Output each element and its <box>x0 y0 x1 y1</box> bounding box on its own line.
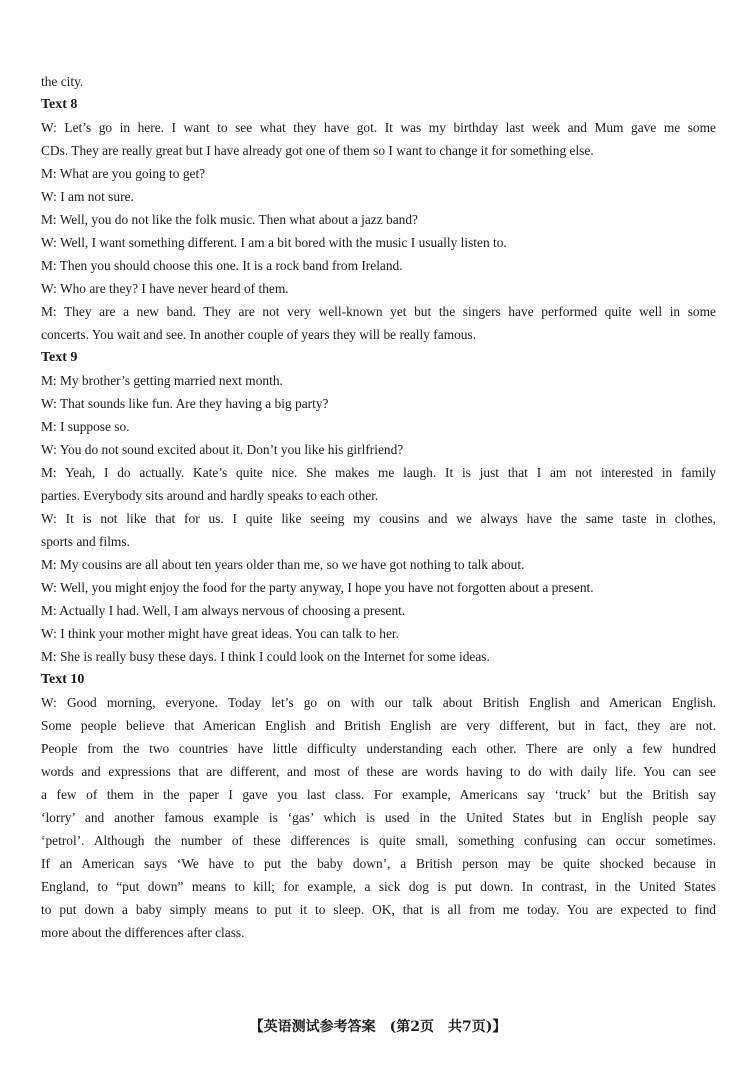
text-line: M: I suppose so. <box>41 419 130 434</box>
text-line: a few of them in the paper I gave you last class. For example, Americans say ‘truck’ but the British say <box>41 787 716 802</box>
text-line: W: It is not like that for us. I quite like seeing my cousins and we always have the same taste in clothes, <box>41 511 716 526</box>
text-line: W: I am not sure. <box>41 189 134 204</box>
section-heading: Text 9 <box>41 350 78 365</box>
text-line: M: Actually I had. Well, I am always nervous of choosing a present. <box>41 603 406 618</box>
text-line: M: Well, you do not like the folk music. Then what about a jazz band? <box>41 212 418 227</box>
text-line: If an American says ‘We have to put the baby down’, a British person may be quite shocked because in <box>41 856 716 871</box>
text-line: W: Well, you might enjoy the food for the party anyway, I hope you have not forgotten about a present. <box>41 580 594 595</box>
text-line: W: Well, I want something different. I am a bit bored with the music I usually listen to. <box>41 235 507 250</box>
text-line: more about the differences after class. <box>41 925 245 940</box>
section-heading: Text 8 <box>41 97 78 112</box>
text-line: M: My brother’s getting married next month. <box>41 373 283 388</box>
text-line: W: Let’s go in here. I want to see what they have got. It was my birthday last week and Mum gave me some <box>41 120 716 135</box>
text-line: England, to “put down” means to kill; for example, a sick dog is put down. In contrast, in the United States <box>41 879 716 894</box>
text-line: words and expressions that are different, and most of these are words having to do with daily life. You can see <box>41 764 716 779</box>
text-line: Some people believe that American English and British English are very different, but in fact, they are not. <box>41 718 716 733</box>
text-line: M: They are a new band. They are not very well-known yet but the singers have performed quite well in some <box>41 304 716 319</box>
text-line: ‘lorry’ and another famous example is ‘gas’ which is used in the United States but in English people say <box>41 810 716 825</box>
text-line: W: Who are they? I have never heard of them. <box>41 281 289 296</box>
text-line: the city. <box>41 74 84 89</box>
text-line: W: That sounds like fun. Are they having a big party? <box>41 396 329 411</box>
text-line: ‘petrol’. Although the number of these differences is quite small, something confusing can occur sometimes. <box>41 833 716 848</box>
text-line: M: Then you should choose this one. It is a rock band from Ireland. <box>41 258 403 273</box>
text-line: W: Good morning, everyone. Today let’s go on with our talk about British English and American English. <box>41 695 716 710</box>
section-heading: Text 10 <box>41 672 85 687</box>
text-line: parties. Everybody sits around and hardly speaks to each other. <box>41 488 379 503</box>
page-footer: 【英语测试参考答案 (第2页 共7页)】 <box>249 1019 507 1035</box>
document-body <box>41 70 716 944</box>
text-line: M: What are you going to get? <box>41 166 206 181</box>
text-line: W: You do not sound excited about it. Don’t you like his girlfriend? <box>41 442 404 457</box>
text-line: W: I think your mother might have great ideas. You can talk to her. <box>41 626 399 641</box>
text-line: CDs. They are really great but I have already got one of them so I want to change it for something else. <box>41 143 594 158</box>
text-line: People from the two countries have little difficulty understanding each other. There are only a few hundred <box>41 741 716 756</box>
text-line: concerts. You wait and see. In another couple of years they will be really famous. <box>41 327 477 342</box>
text-line: M: My cousins are all about ten years older than me, so we have got nothing to talk about. <box>41 557 525 572</box>
text-line: to put down a baby simply means to put it to sleep. OK, that is all from me today. You are expected to find <box>41 902 716 917</box>
text-line: M: Yeah, I do actually. Kate’s quite nice. She makes me laugh. It is just that I am not interested in family <box>41 465 716 480</box>
text-line: sports and films. <box>41 534 130 549</box>
text-line: M: She is really busy these days. I think I could look on the Internet for some ideas. <box>41 649 490 664</box>
